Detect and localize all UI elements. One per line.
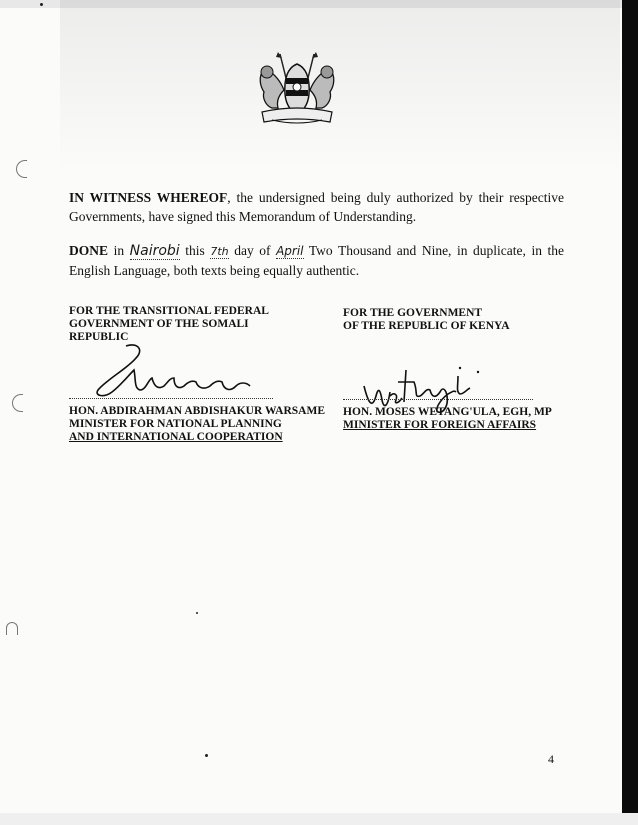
somali-signatory-name: HON. ABDIRAHMAN ABDISHAKUR WARSAME [69,405,326,417]
scan-speck [196,612,198,614]
scan-speck [40,3,43,6]
witness-text: , the undersigned being duly authorized by their respective Governments, have signed this Memorandum of Understanding. [69,190,564,224]
somali-signatory-details [69,405,325,444]
kenya-signatory-title: MINISTER FOR FOREIGN AFFAIRS [343,419,537,431]
kenya-header-line: FOR THE GOVERNMENT [343,307,483,319]
somali-signatory-title: MINISTER FOR NATIONAL PLANNING [69,418,282,430]
kenya-signature-line [343,399,533,400]
scan-right-edge [622,0,638,825]
done-paragraph [69,241,564,280]
page-number: 4 [548,752,554,766]
done-place-handwritten: Nairobi [129,243,180,259]
done-year-text: Two Thousand and Nine, in duplicate, in the English Language, both texts being equally authentic. [69,243,565,278]
somali-header-line: FOR THE TRANSITIONAL FEDERAL [69,305,269,317]
punch-hole-mark [6,622,18,635]
scan-speck [205,754,208,757]
somali-signature [88,340,264,402]
done-day-of: day of [234,243,271,258]
done-day-handwritten: 7th [210,245,229,258]
somali-header-line: REPUBLIC [69,331,129,343]
punch-hole-mark [12,394,23,412]
somali-signatory-header [69,305,269,344]
witness-paragraph [69,188,564,226]
somali-signatory-title: AND INTERNATIONAL COOPERATION [69,431,283,443]
done-label: DONE [69,243,109,258]
scan-bottom-edge [0,813,638,825]
done-month-handwritten: April [276,244,304,258]
scan-shadow [60,0,620,170]
done-this: this [185,243,205,258]
somali-signature-line [69,398,273,399]
kenya-signatory-details [343,406,552,432]
coat-of-arms-emblem [254,50,340,130]
witness-heading: IN WITNESS WHEREOF [69,190,228,205]
done-in: in [113,243,125,258]
somali-header-line: GOVERNMENT OF THE SOMALI [69,318,249,330]
kenya-signatory-header [343,307,510,333]
kenya-signatory-name: HON. MOSES WETANG'ULA, EGH, MP [343,406,552,418]
kenya-header-line: OF THE REPUBLIC OF KENYA [343,320,510,332]
punch-hole-mark [16,160,27,178]
